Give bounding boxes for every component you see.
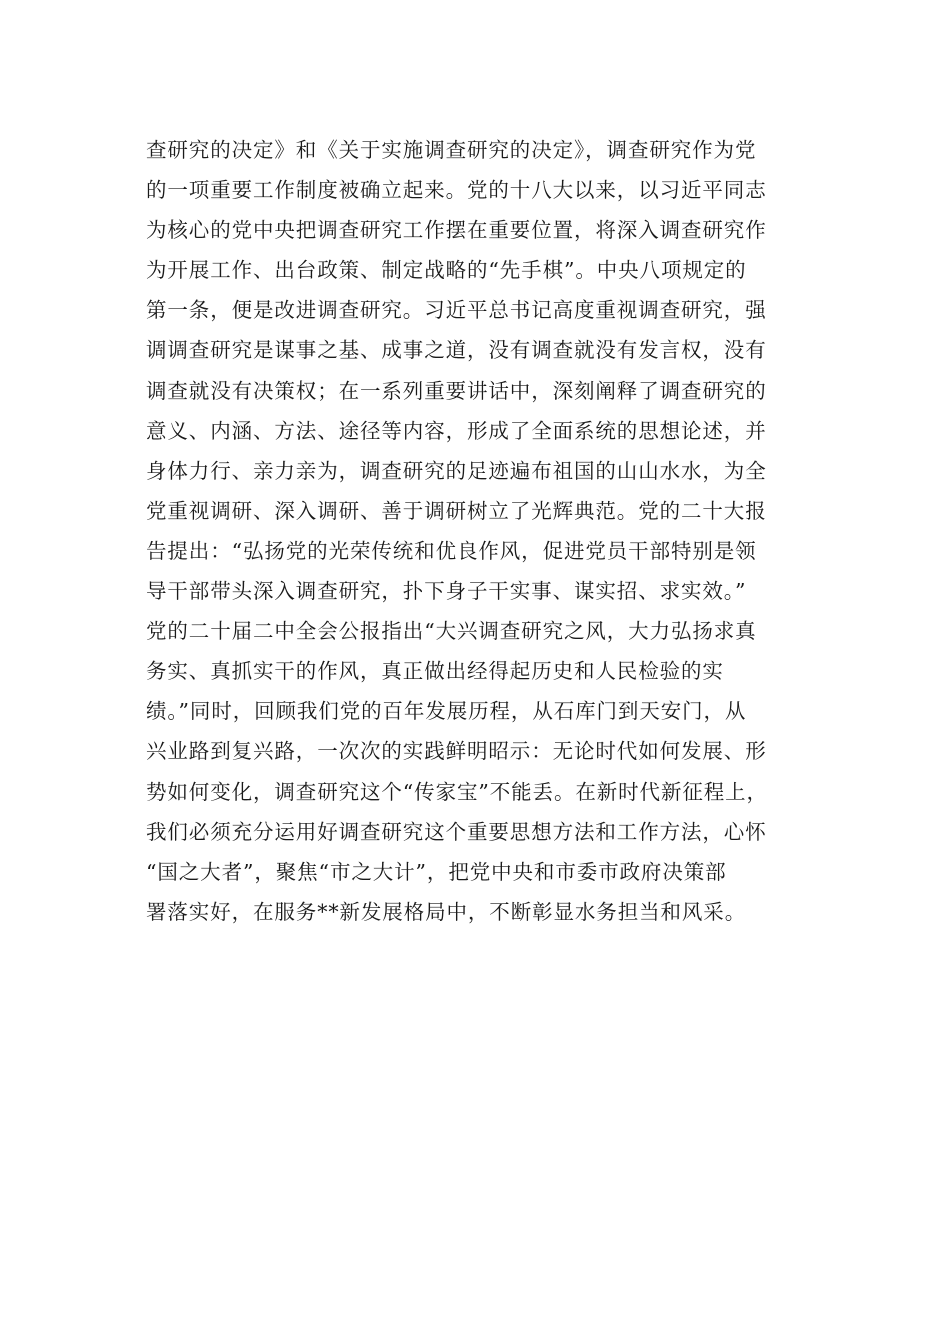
text-line-16: 兴业路到复兴路，一次次的实践鲜明昭示：无论时代如何发展、形 <box>146 739 767 764</box>
text-line-8: 意义、内涵、方法、途径等内容，形成了全面系统的思想论述，并 <box>146 418 767 443</box>
text-line-14: 务实、真抓实干的作风，真正做出经得起历史和人民检验的实 <box>146 659 724 684</box>
text-line-9: 身体力行、亲力亲为，调查研究的足迹遍布祖国的山山水水，为全 <box>146 458 767 483</box>
text-line-13: 党的二十届二中全会公报指出“大兴调查研究之风，大力弘扬求真 <box>146 619 757 644</box>
text-line-2: 的一项重要工作制度被确立起来。党的十八大以来，以习近平同志 <box>146 178 767 203</box>
text-line-7: 调查就没有决策权；在一系列重要讲话中，深刻阐释了调查研究的 <box>146 378 767 403</box>
text-line-12: 导干部带头深入调查研究，扑下身子干实事、谋实招、求实效。” <box>146 579 747 604</box>
text-line-17: 势如何变化，调查研究这个“传家宝”不能丢。在新时代新征程上， <box>146 779 768 804</box>
text-line-3: 为核心的党中央把调查研究工作摆在重要位置，将深入调查研究作 <box>146 218 767 243</box>
text-line-10: 党重视调研、深入调研、善于调研树立了光辉典范。党的二十大报 <box>146 498 767 523</box>
text-line-20: 署落实好，在服务**新发展格局中，不断彰显水务担当和风采。 <box>146 899 747 924</box>
text-line-5: 第一条，便是改进调查研究。习近平总书记高度重视调查研究，强 <box>146 298 767 323</box>
body-paragraph <box>146 130 826 932</box>
text-line-15: 绩。”同时，回顾我们党的百年发展历程，从石库门到天安门，从 <box>146 699 747 724</box>
text-line-1: 查研究的决定》和《关于实施调查研究的决定》，调查研究作为党 <box>146 138 757 162</box>
text-line-11: 告提出：“弘扬党的光荣传统和优良作风，促进党员干部特别是领 <box>146 538 757 563</box>
text-line-19: “国之大者”，聚焦“市之大计”，把党中央和市委市政府决策部 <box>146 859 727 884</box>
text-line-4: 为开展工作、出台政策、制定战略的“先手棋”。中央八项规定的 <box>146 258 747 283</box>
text-line-18: 我们必须充分运用好调查研究这个重要思想方法和工作方法，心怀 <box>146 819 767 844</box>
text-line-6: 调调查研究是谋事之基、成事之道，没有调查就没有发言权，没有 <box>146 338 767 363</box>
